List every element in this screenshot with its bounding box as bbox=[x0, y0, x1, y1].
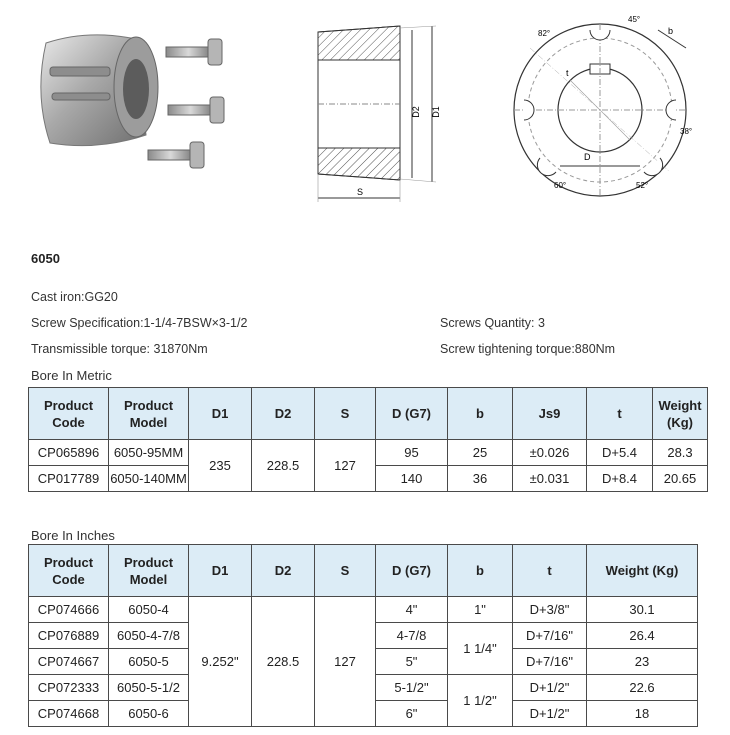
cell-code: CP074667 bbox=[29, 649, 109, 675]
cell-d: 5" bbox=[376, 649, 448, 675]
cell-code: CP065896 bbox=[29, 440, 109, 466]
col-header-weight: Weight (Kg) bbox=[653, 388, 708, 440]
col-header-d1: D1 bbox=[189, 388, 252, 440]
col-header-d-g7: D (G7) bbox=[376, 388, 448, 440]
spec-screw-specification: Screw Specification:1-1/4-7BSW×3-1/2 bbox=[31, 316, 248, 330]
angle-82-label: 82° bbox=[538, 29, 551, 38]
cell-t: D+1/2" bbox=[513, 675, 587, 701]
col-header-b: b bbox=[448, 545, 513, 597]
cell-model: 6050-140MM bbox=[109, 466, 189, 492]
dim-b-label: b bbox=[668, 26, 674, 36]
cell-weight: 20.65 bbox=[653, 466, 708, 492]
cell-weight: 18 bbox=[587, 701, 698, 727]
col-header-weight: Weight (Kg) bbox=[587, 545, 698, 597]
cell-weight: 26.4 bbox=[587, 623, 698, 649]
cell-d2: 228.5 bbox=[252, 440, 315, 492]
cell-d: 95 bbox=[376, 440, 448, 466]
bush-side-section-drawing bbox=[300, 22, 450, 207]
taper-bush-photo bbox=[28, 25, 243, 195]
col-header-d2: D2 bbox=[252, 388, 315, 440]
cell-model: 6050-95MM bbox=[109, 440, 189, 466]
product-title: 6050 bbox=[31, 251, 60, 266]
col-header-s: S bbox=[315, 545, 376, 597]
spec-material: Cast iron:GG20 bbox=[31, 290, 118, 304]
cell-model: 6050-4-7/8 bbox=[109, 623, 189, 649]
spec-screws-quantity: Screws Quantity: 3 bbox=[440, 316, 545, 330]
col-header-js9: Js9 bbox=[513, 388, 587, 440]
col-header-product-model: Product Model bbox=[109, 545, 189, 597]
cell-b: 25 bbox=[448, 440, 513, 466]
cell-s: 127 bbox=[315, 597, 376, 727]
cell-b: 1 1/4" bbox=[448, 623, 513, 675]
col-header-b: b bbox=[448, 388, 513, 440]
cell-weight: 28.3 bbox=[653, 440, 708, 466]
table-row bbox=[29, 597, 698, 623]
cell-b: 1 1/2" bbox=[448, 675, 513, 727]
table-row bbox=[29, 440, 708, 466]
cell-code: CP074668 bbox=[29, 701, 109, 727]
col-header-s: S bbox=[315, 388, 376, 440]
col-header-product-code: Product Code bbox=[29, 545, 109, 597]
col-header-d2: D2 bbox=[252, 545, 315, 597]
cell-t: D+5.4 bbox=[587, 440, 653, 466]
col-header-d-g7: D (G7) bbox=[376, 545, 448, 597]
cell-weight: 30.1 bbox=[587, 597, 698, 623]
cell-weight: 22.6 bbox=[587, 675, 698, 701]
section-title-inches: Bore In Inches bbox=[31, 528, 115, 543]
angle-52-label: 52° bbox=[636, 181, 649, 190]
cell-t: D+3/8" bbox=[513, 597, 587, 623]
angle-45-label: 45° bbox=[628, 15, 641, 24]
cell-model: 6050-4 bbox=[109, 597, 189, 623]
table-header-row bbox=[29, 388, 708, 440]
cell-code: CP072333 bbox=[29, 675, 109, 701]
angle-38-label: 38° bbox=[680, 127, 693, 136]
dim-s-label: S bbox=[356, 187, 364, 197]
cell-d: 5-1/2" bbox=[376, 675, 448, 701]
cell-d1: 235 bbox=[189, 440, 252, 492]
dim-d-label: D bbox=[584, 152, 591, 162]
col-header-product-code: Product Code bbox=[29, 388, 109, 440]
cell-b: 36 bbox=[448, 466, 513, 492]
cell-d: 4" bbox=[376, 597, 448, 623]
cell-code: CP074666 bbox=[29, 597, 109, 623]
cell-d: 6" bbox=[376, 701, 448, 727]
cell-model: 6050-5 bbox=[109, 649, 189, 675]
cell-model: 6050-5-1/2 bbox=[109, 675, 189, 701]
angle-60-label: 60° bbox=[554, 181, 567, 190]
cell-js9: ±0.031 bbox=[513, 466, 587, 492]
spec-tightening-torque: Screw tightening torque:880Nm bbox=[440, 342, 616, 356]
cell-s: 127 bbox=[315, 440, 376, 492]
dim-d2-label: D2 bbox=[411, 106, 421, 118]
col-header-d1: D1 bbox=[189, 545, 252, 597]
inch-bore-table bbox=[28, 544, 698, 727]
cell-t: D+7/16" bbox=[513, 649, 587, 675]
col-header-product-model: Product Model bbox=[109, 388, 189, 440]
bush-front-view-drawing bbox=[500, 8, 705, 208]
section-title-metric: Bore In Metric bbox=[31, 368, 112, 383]
dim-t-label: t bbox=[566, 68, 569, 78]
cell-t: D+1/2" bbox=[513, 701, 587, 727]
cell-b: 1" bbox=[448, 597, 513, 623]
table-header-row bbox=[29, 545, 698, 597]
col-header-t: t bbox=[587, 388, 653, 440]
cell-d2: 228.5 bbox=[252, 597, 315, 727]
cell-code: CP076889 bbox=[29, 623, 109, 649]
cell-model: 6050-6 bbox=[109, 701, 189, 727]
cell-d: 4-7/8 bbox=[376, 623, 448, 649]
cell-d: 140 bbox=[376, 466, 448, 492]
col-header-t: t bbox=[513, 545, 587, 597]
spec-transmissible-torque: Transmissible torque: 31870Nm bbox=[31, 342, 208, 356]
cell-js9: ±0.026 bbox=[513, 440, 587, 466]
cell-t: D+7/16" bbox=[513, 623, 587, 649]
cell-d1: 9.252" bbox=[189, 597, 252, 727]
metric-bore-table bbox=[28, 387, 708, 492]
cell-weight: 23 bbox=[587, 649, 698, 675]
cell-t: D+8.4 bbox=[587, 466, 653, 492]
dim-d1-label: D1 bbox=[431, 106, 441, 118]
cell-code: CP017789 bbox=[29, 466, 109, 492]
